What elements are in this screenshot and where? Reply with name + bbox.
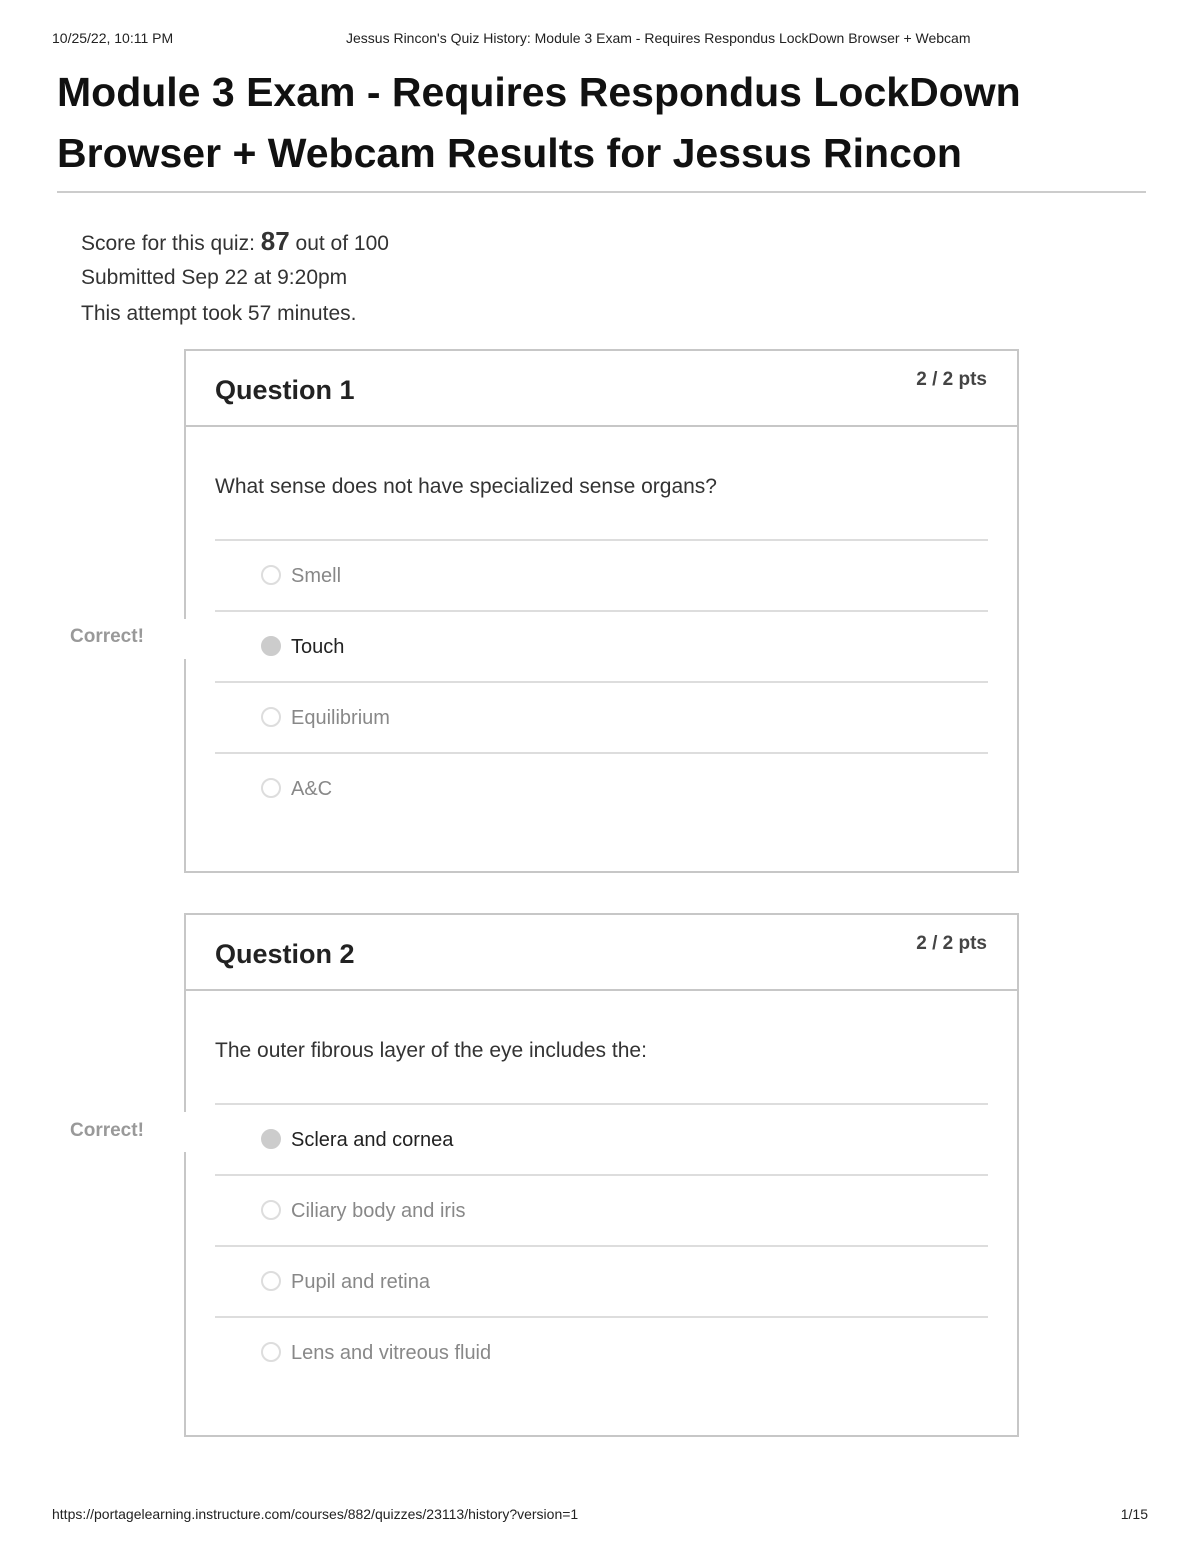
page-title: Module 3 Exam - Requires Respondus LockDown Browser + Webcam Results for Jessus Rincon <box>57 69 1021 176</box>
option-label: Smell <box>291 565 342 587</box>
submitted-text: Submitted Sep 22 at 9:20pm <box>81 266 348 289</box>
footer-url: https://portagelearning.instructure.com/courses/882/quizzes/23113/history?version=1 <box>52 1506 579 1522</box>
option-label: A&C <box>291 778 333 800</box>
page-number: 1/15 <box>1120 1506 1148 1522</box>
border-gap <box>181 1112 189 1152</box>
option-label: Sclera and cornea <box>291 1129 454 1151</box>
radio-icon <box>261 1271 281 1291</box>
radio-selected-icon <box>261 1129 281 1149</box>
answer-option <box>215 681 988 752</box>
divider <box>57 191 1146 193</box>
print-page-title: Jessus Rincon's Quiz History: Module 3 Exam - Requires Respondus LockDown Browser + Webcam <box>346 30 971 46</box>
question-text: The outer fibrous layer of the eye includes the: <box>215 1039 647 1062</box>
option-label: Lens and vitreous fluid <box>291 1342 492 1364</box>
duration-text: This attempt took 57 minutes. <box>81 302 357 325</box>
answer-option <box>215 539 988 610</box>
score-suffix: out of 100 <box>295 232 389 255</box>
question-1 <box>184 349 1019 873</box>
radio-icon <box>261 1342 281 1362</box>
answer-option <box>215 1316 988 1387</box>
answer-option <box>215 1245 988 1316</box>
answer-option-selected <box>215 1103 988 1174</box>
radio-icon <box>261 565 281 585</box>
radio-selected-icon <box>261 636 281 656</box>
option-label: Ciliary body and iris <box>291 1200 466 1222</box>
answer-option <box>215 752 988 823</box>
question-points: 2 / 2 pts <box>916 933 987 954</box>
radio-icon <box>261 1200 281 1220</box>
correct-label: Correct! <box>70 1120 144 1141</box>
score-line <box>81 226 389 257</box>
question-text: What sense does not have specialized sense organs? <box>215 475 717 498</box>
answer-option-selected <box>215 610 988 681</box>
option-label: Equilibrium <box>291 707 390 729</box>
print-datetime: 10/25/22, 10:11 PM <box>52 30 174 46</box>
answer-option <box>215 1174 988 1245</box>
radio-icon <box>261 778 281 798</box>
score-label: Score for this quiz: <box>81 232 255 255</box>
border-gap <box>181 619 189 659</box>
radio-icon <box>261 707 281 727</box>
question-title: Question 2 <box>215 939 355 969</box>
option-label: Pupil and retina <box>291 1271 430 1293</box>
question-points: 2 / 2 pts <box>916 369 987 390</box>
question-2 <box>184 913 1019 1437</box>
correct-label: Correct! <box>70 626 144 647</box>
question-title: Question 1 <box>215 375 355 405</box>
option-label: Touch <box>291 636 345 658</box>
score-value: 87 <box>260 226 290 256</box>
